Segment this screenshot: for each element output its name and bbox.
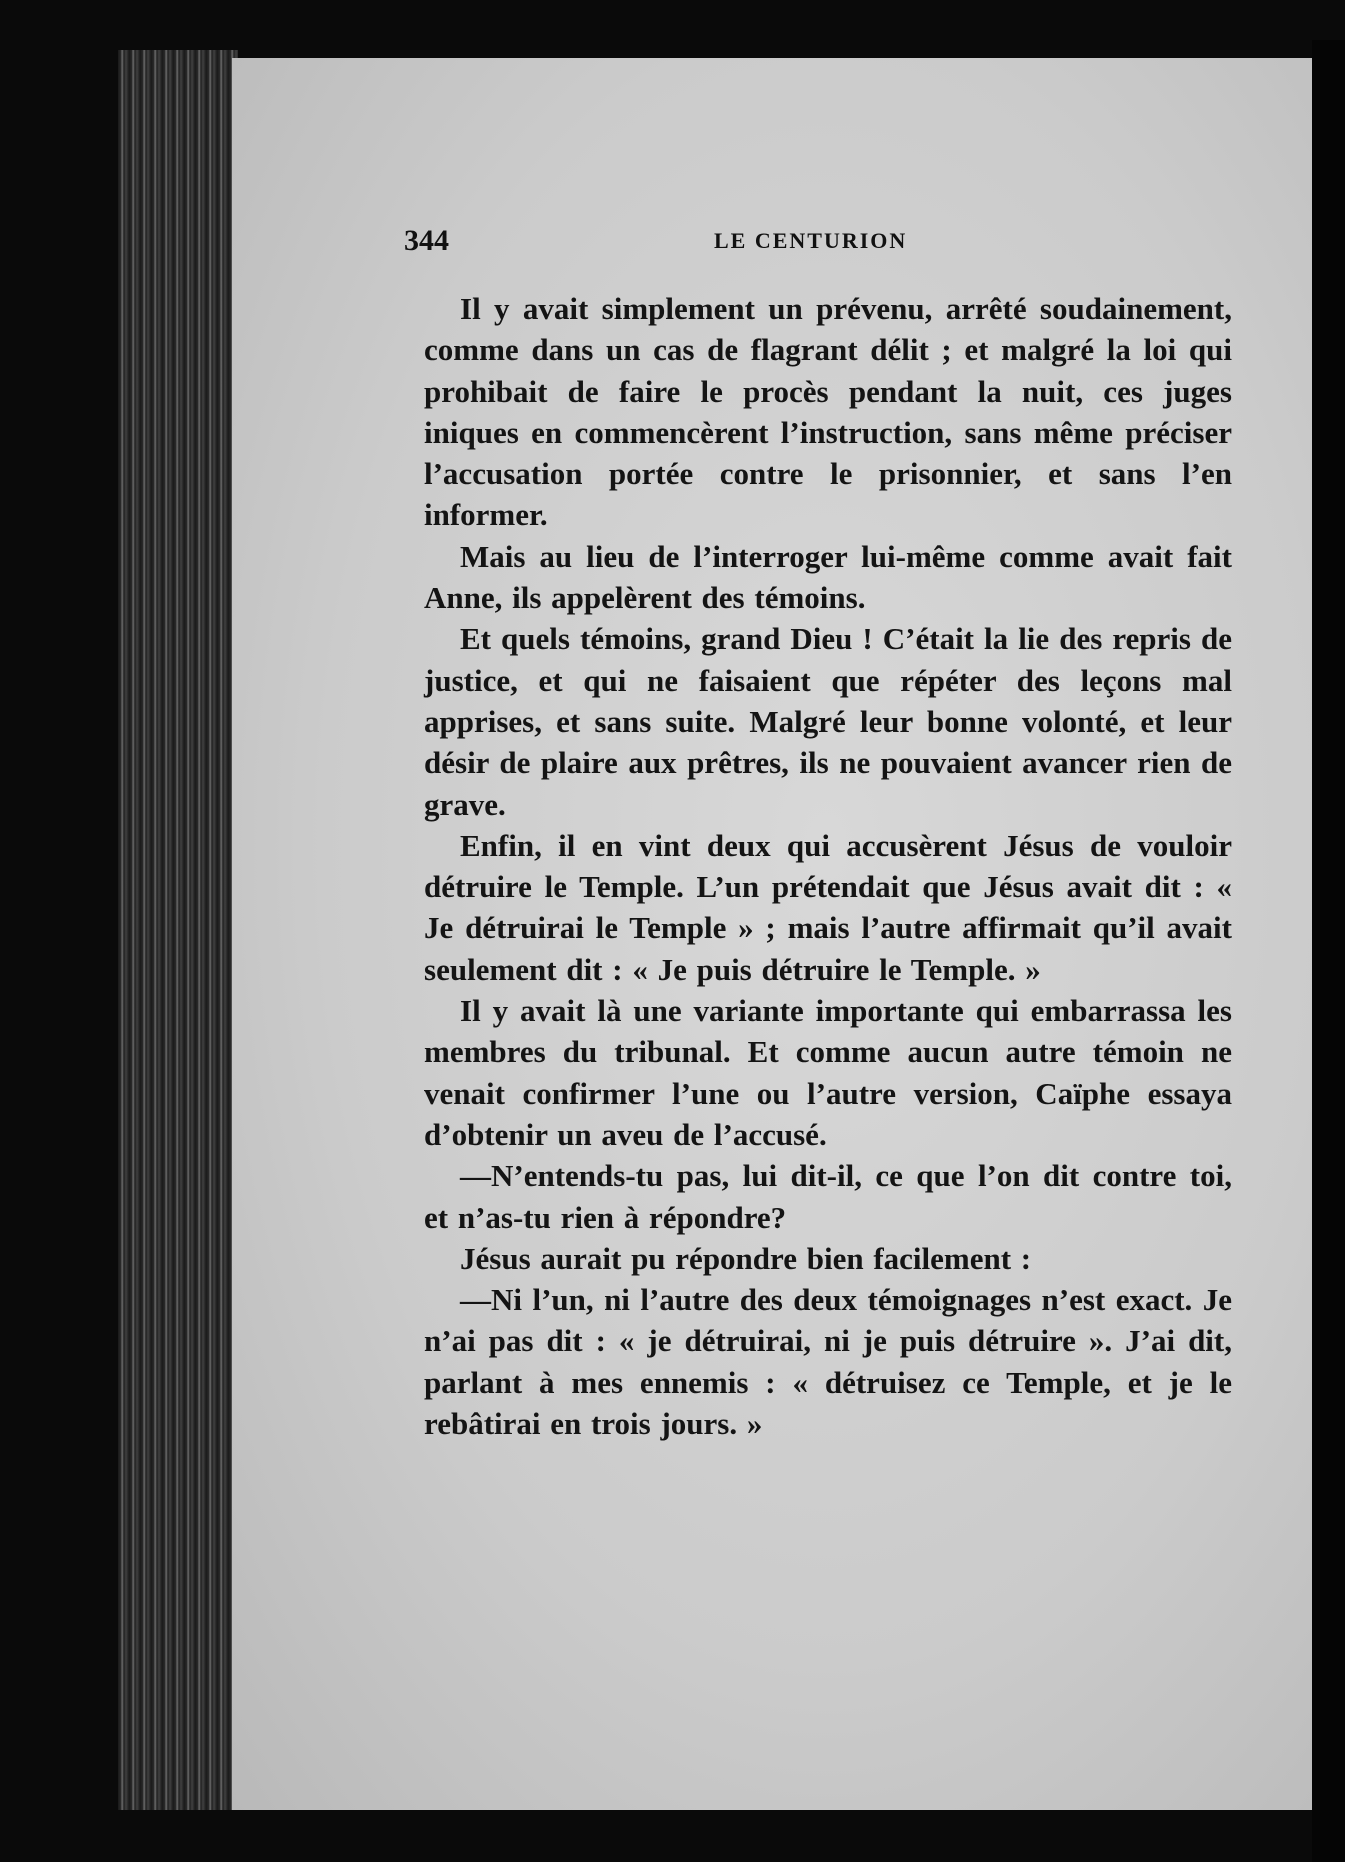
paragraph: Il y avait simplement un prévenu, arrêté soudainement, comme dans un cas de flagrant délit ; et malgré la loi qui prohibait de faire le procès pendant la nuit, ces juges iniques en commencèrent l’instruction, sans même préciser l’accusation portée contre le prisonnier, et sans l’en informer. (424, 291, 1232, 533)
scan-shadow (1312, 40, 1345, 1862)
body-text (424, 288, 1232, 1444)
running-head (404, 224, 1234, 264)
running-title: LE CENTURION (714, 228, 908, 253)
paragraph: Enfin, il en vint deux qui accusèrent Jésus de vouloir détruire le Temple. L’un prétendait que Jésus avait dit : « Je détruirai le Temple » ; mais l’autre affirmait qu’il avait seulement dit : « Je puis détruire le Temple. » (424, 827, 1232, 987)
page-number: 344 (404, 224, 449, 257)
paragraph: Jésus aurait pu répondre bien facilement : (460, 1240, 1032, 1276)
paragraph: —N’entends-tu pas, lui dit-il, ce que l’on dit contre toi, et n’as-tu rien à répondre? (424, 1158, 1232, 1235)
paragraph: Mais au lieu de l’interroger lui-même comme avait fait Anne, ils appelèrent des témoins. (424, 538, 1232, 616)
paragraph: —Ni l’un, ni l’autre des deux témoignages n’est exact. Je n’ai pas dit : « je détruirai, ni je puis détruire ». J’ai dit, parlant à mes ennemis : « détruisez ce Temple, et je le rebâtirai en trois jours. » (424, 1282, 1232, 1442)
paragraph: Il y avait là une variante importante qui embarrassa les membres du tribunal. Et comme aucun autre témoin ne venait confirmer l’une ou l’autre version, Caïphe essaya d’obtenir un aveu de l’accusé. (424, 993, 1232, 1152)
paragraph: Et quels témoins, grand Dieu ! C’était la lie des repris de justice, et qui ne faisaient que répéter des leçons mal apprises, et sans suite. Malgré leur bonne volonté, et leur désir de plaire aux prêtres, ils ne pouvaient avancer rien de grave. (424, 621, 1232, 822)
page-edges (118, 50, 238, 1810)
